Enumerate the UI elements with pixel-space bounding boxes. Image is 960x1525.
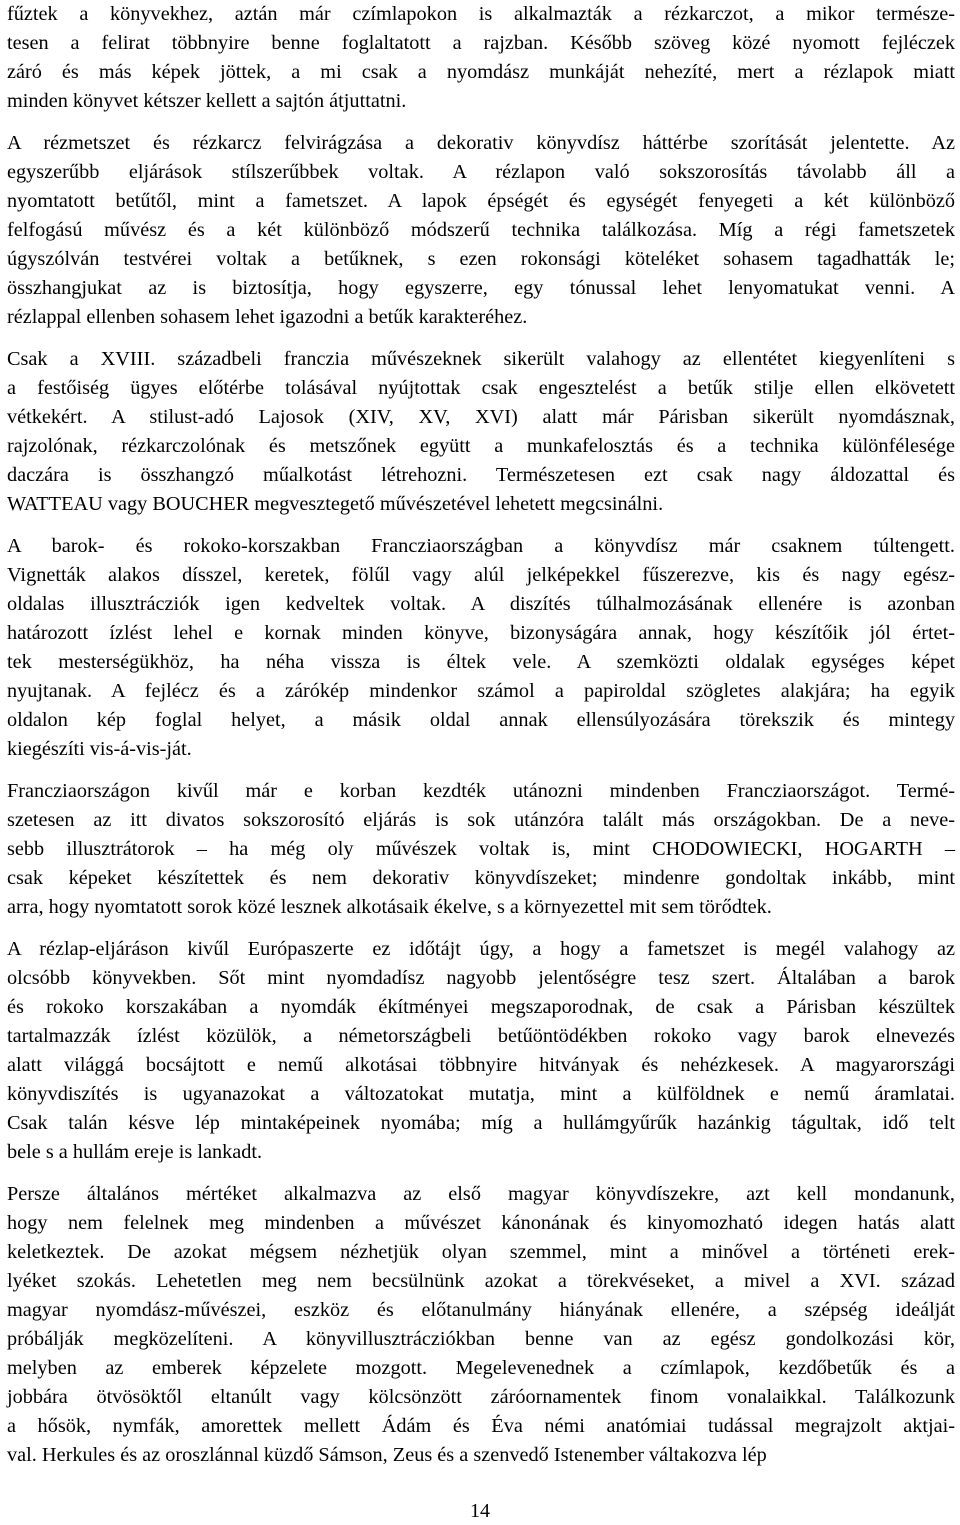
page-number: 14 xyxy=(470,1500,490,1522)
text-line: lyéket szokás. Lehetetlen meg nem becsülnünk azokat a törekvéseket, a mivel a XVI. század xyxy=(7,1270,955,1292)
text-line: tartalmazzák ízlést közülök, a németországbeli betűöntödékben rokoko vagy barok elnevezés xyxy=(7,1025,955,1047)
text-line: záró és más képek jöttek, a mi csak a nyomdász munkáját nehezíté, mert a rézlapok miatt xyxy=(7,61,955,83)
text-line: fűztek a könyvekhez, aztán már czímlapokon is alkalmazták a rézkarczot, a mikor természe- xyxy=(7,3,955,25)
text-line: a hősök, nymfák, amorettek mellett Ádám és Éva némi anatómiai tudással megrajzolt aktjai- xyxy=(7,1415,955,1437)
text-line: melyben az emberek képzelete mozgott. Megelevenednek a czímlapok, kezdőbetűk és a xyxy=(7,1357,955,1379)
text-line: tesen a felirat többnyire benne foglaltatott a rajzban. Később szöveg közé nyomott fejléczek xyxy=(7,32,955,54)
paragraph xyxy=(7,935,955,1167)
text-line: csak képeket készítettek és nem dekorativ könyvdíszeket; mindenre gondoltak inkább, mint xyxy=(7,867,955,889)
text-line: A barok- és rokoko-korszakban Francziaországban a könyvdísz már csaknem túltengett. xyxy=(7,535,955,557)
text-line: Csak talán késve lép mintaképeinek nyomába; míg a hullámgyűrűk hazánkig tágultak, idő telt xyxy=(7,1112,955,1134)
text-line: val. Herkules és az oroszlánnal küzdő Sámson, Zeus és a szenvedő Istenember váltakozva lép xyxy=(7,1444,767,1466)
text-line: összhangjukat az is biztosítja, hogy egyszerre, egy tónussal lehet lenyomatukat venni. A xyxy=(7,277,955,299)
text-line: arra, hogy nyomtatott sorok közé lesznek alkotásaik ékelve, s a környezettel mit sem törődtek. xyxy=(7,896,772,918)
text-line: vétkekért. A stilust-adó Lajosok (XIV, XV, XVI) alatt már Párisban sikerült nyomdásznak, xyxy=(7,406,955,428)
text-line: próbálják megközelíteni. A könyvillusztrácziókban benne van az egész gondolkozási kör, xyxy=(7,1328,955,1350)
text-line: egyszerűbb eljárások stílszerűbbek voltak. A rézlapon való sokszorosítás távolabb áll a xyxy=(7,161,955,183)
text-line: felfogású művész és a két különböző módszerű technika találkozása. Míg a régi fametszetek xyxy=(7,219,955,241)
text-line: WATTEAU vagy BOUCHER megvesztegető művészetével lehetett megcsinálni. xyxy=(7,493,664,515)
text-line: rajzolónak, rézkarczolónak és metszőnek együtt a munkafelosztás és a technika különfélesége xyxy=(7,435,955,457)
text-line: és rokoko korszakában a nyomdák ékítményei megszaporodnak, de csak a Párisban készültek xyxy=(7,996,955,1018)
text-line: szetesen az itt divatos sokszorosító eljárás is sok utánzóra talált más országokban. De a neve- xyxy=(7,809,955,831)
text-line: magyar nyomdász-művészei, eszköz és előtanulmány hiányának ellenére, a szépség ideálját xyxy=(7,1299,955,1321)
paragraph xyxy=(7,0,955,116)
text-line: tek mesterségükhöz, ha néha vissza is éltek vele. A szemközti oldalak egységes képet xyxy=(7,651,955,673)
text-line: olcsóbb könyvekben. Sőt mint nyomdadísz nagyobb jelentőségre tesz szert. Általában a barok xyxy=(7,967,955,989)
paragraph xyxy=(7,345,955,519)
body-text xyxy=(7,0,955,1470)
text-line: jobbára ötvösöktől eltanúlt vagy kölcsönzött záróornamentek finom vonalaikkal. Találkozunk xyxy=(7,1386,955,1408)
document-page xyxy=(7,0,955,1483)
text-line: A rézmetszet és rézkarcz felvirágzása a dekorativ könyvdísz háttérbe szorítását jelentette. Az xyxy=(7,132,955,154)
text-line: rézlappal ellenben sohasem lehet igazodni a betűk karakteréhez. xyxy=(7,306,528,328)
paragraph xyxy=(7,1180,955,1470)
text-line: hogy nem felelnek meg mindenben a művészet kánonának és kinyomozható idegen hatás alatt xyxy=(7,1212,955,1234)
text-line: bele s a hullám ereje is lankadt. xyxy=(7,1141,263,1163)
text-line: kiegészíti vis-á-vis-ját. xyxy=(7,738,192,760)
text-line: nyujtanak. A fejlécz és a zárókép mindenkor számol a papiroldal szögletes alakjára; ha egyik xyxy=(7,680,955,702)
text-line: sebb illusztrátorok – ha még oly művészek voltak is, mint CHODOWIECKI, HOGARTH – xyxy=(7,838,955,860)
paragraph xyxy=(7,777,955,922)
text-line: könyvdiszítés is ugyanazokat a változatokat mutatja, mint a külföldnek e nemű áramlatai. xyxy=(7,1083,955,1105)
text-line: nyomtatott betűtől, mint a fametszet. A lapok épségét és egységét fenyegeti a két különböző xyxy=(7,190,955,212)
text-line: oldalon kép foglal helyet, a másik oldal annak ellensúlyozására törekszik és mintegy xyxy=(7,709,955,731)
text-line: Vignetták alakos dísszel, keretek, fölűl vagy alúl jelképekkel fűszerezve, kis és nagy egész- xyxy=(7,564,955,586)
paragraph xyxy=(7,129,955,332)
text-line: daczára is összhangzó műalkotást létrehozni. Természetesen ezt csak nagy áldozattal és xyxy=(7,464,955,486)
text-line: határozott ízlést lehel e kornak minden könyve, bizonyságára annak, hogy készítőik jól értet- xyxy=(7,622,955,644)
text-line: Francziaországon kivűl már e korban kezdték utánozni mindenben Francziaországot. Termé- xyxy=(7,780,955,802)
text-line: alatt világgá bocsájtott e nemű alkotásai többnyire hitványak és nehézkesek. A magyarországi xyxy=(7,1054,955,1076)
text-line: Csak a XVIII. századbeli franczia művészeknek sikerült valahogy az ellentétet kiegyenlíteni s xyxy=(7,348,955,370)
text-line: A rézlap-eljáráson kivűl Európaszerte ez időtájt úgy, a hogy a fametszet is megél valahogy az xyxy=(7,938,955,960)
text-line: úgyszólván testvérei voltak a betűknek, s ezen rokonsági köteléket sohasem tagadhatták le; xyxy=(7,248,955,270)
paragraph xyxy=(7,532,955,764)
text-line: oldalas illusztrácziók igen kedveltek voltak. A diszítés túlhalmozásának ellenére is azonban xyxy=(7,593,955,615)
text-line: Persze általános mértéket alkalmazva az első magyar könyvdíszekre, azt kell mondanunk, xyxy=(7,1183,955,1205)
text-line: keletkeztek. De azokat mégsem nézhetjük olyan szemmel, mint a minővel a történeti erek- xyxy=(7,1241,955,1263)
text-line: a festőiség ügyes előtérbe tolásával nyújtottak csak engesztelést a betűk stilje ellen elkövetett xyxy=(7,377,955,399)
text-line: minden könyvet kétszer kellett a sajtón átjuttatni. xyxy=(7,90,407,112)
